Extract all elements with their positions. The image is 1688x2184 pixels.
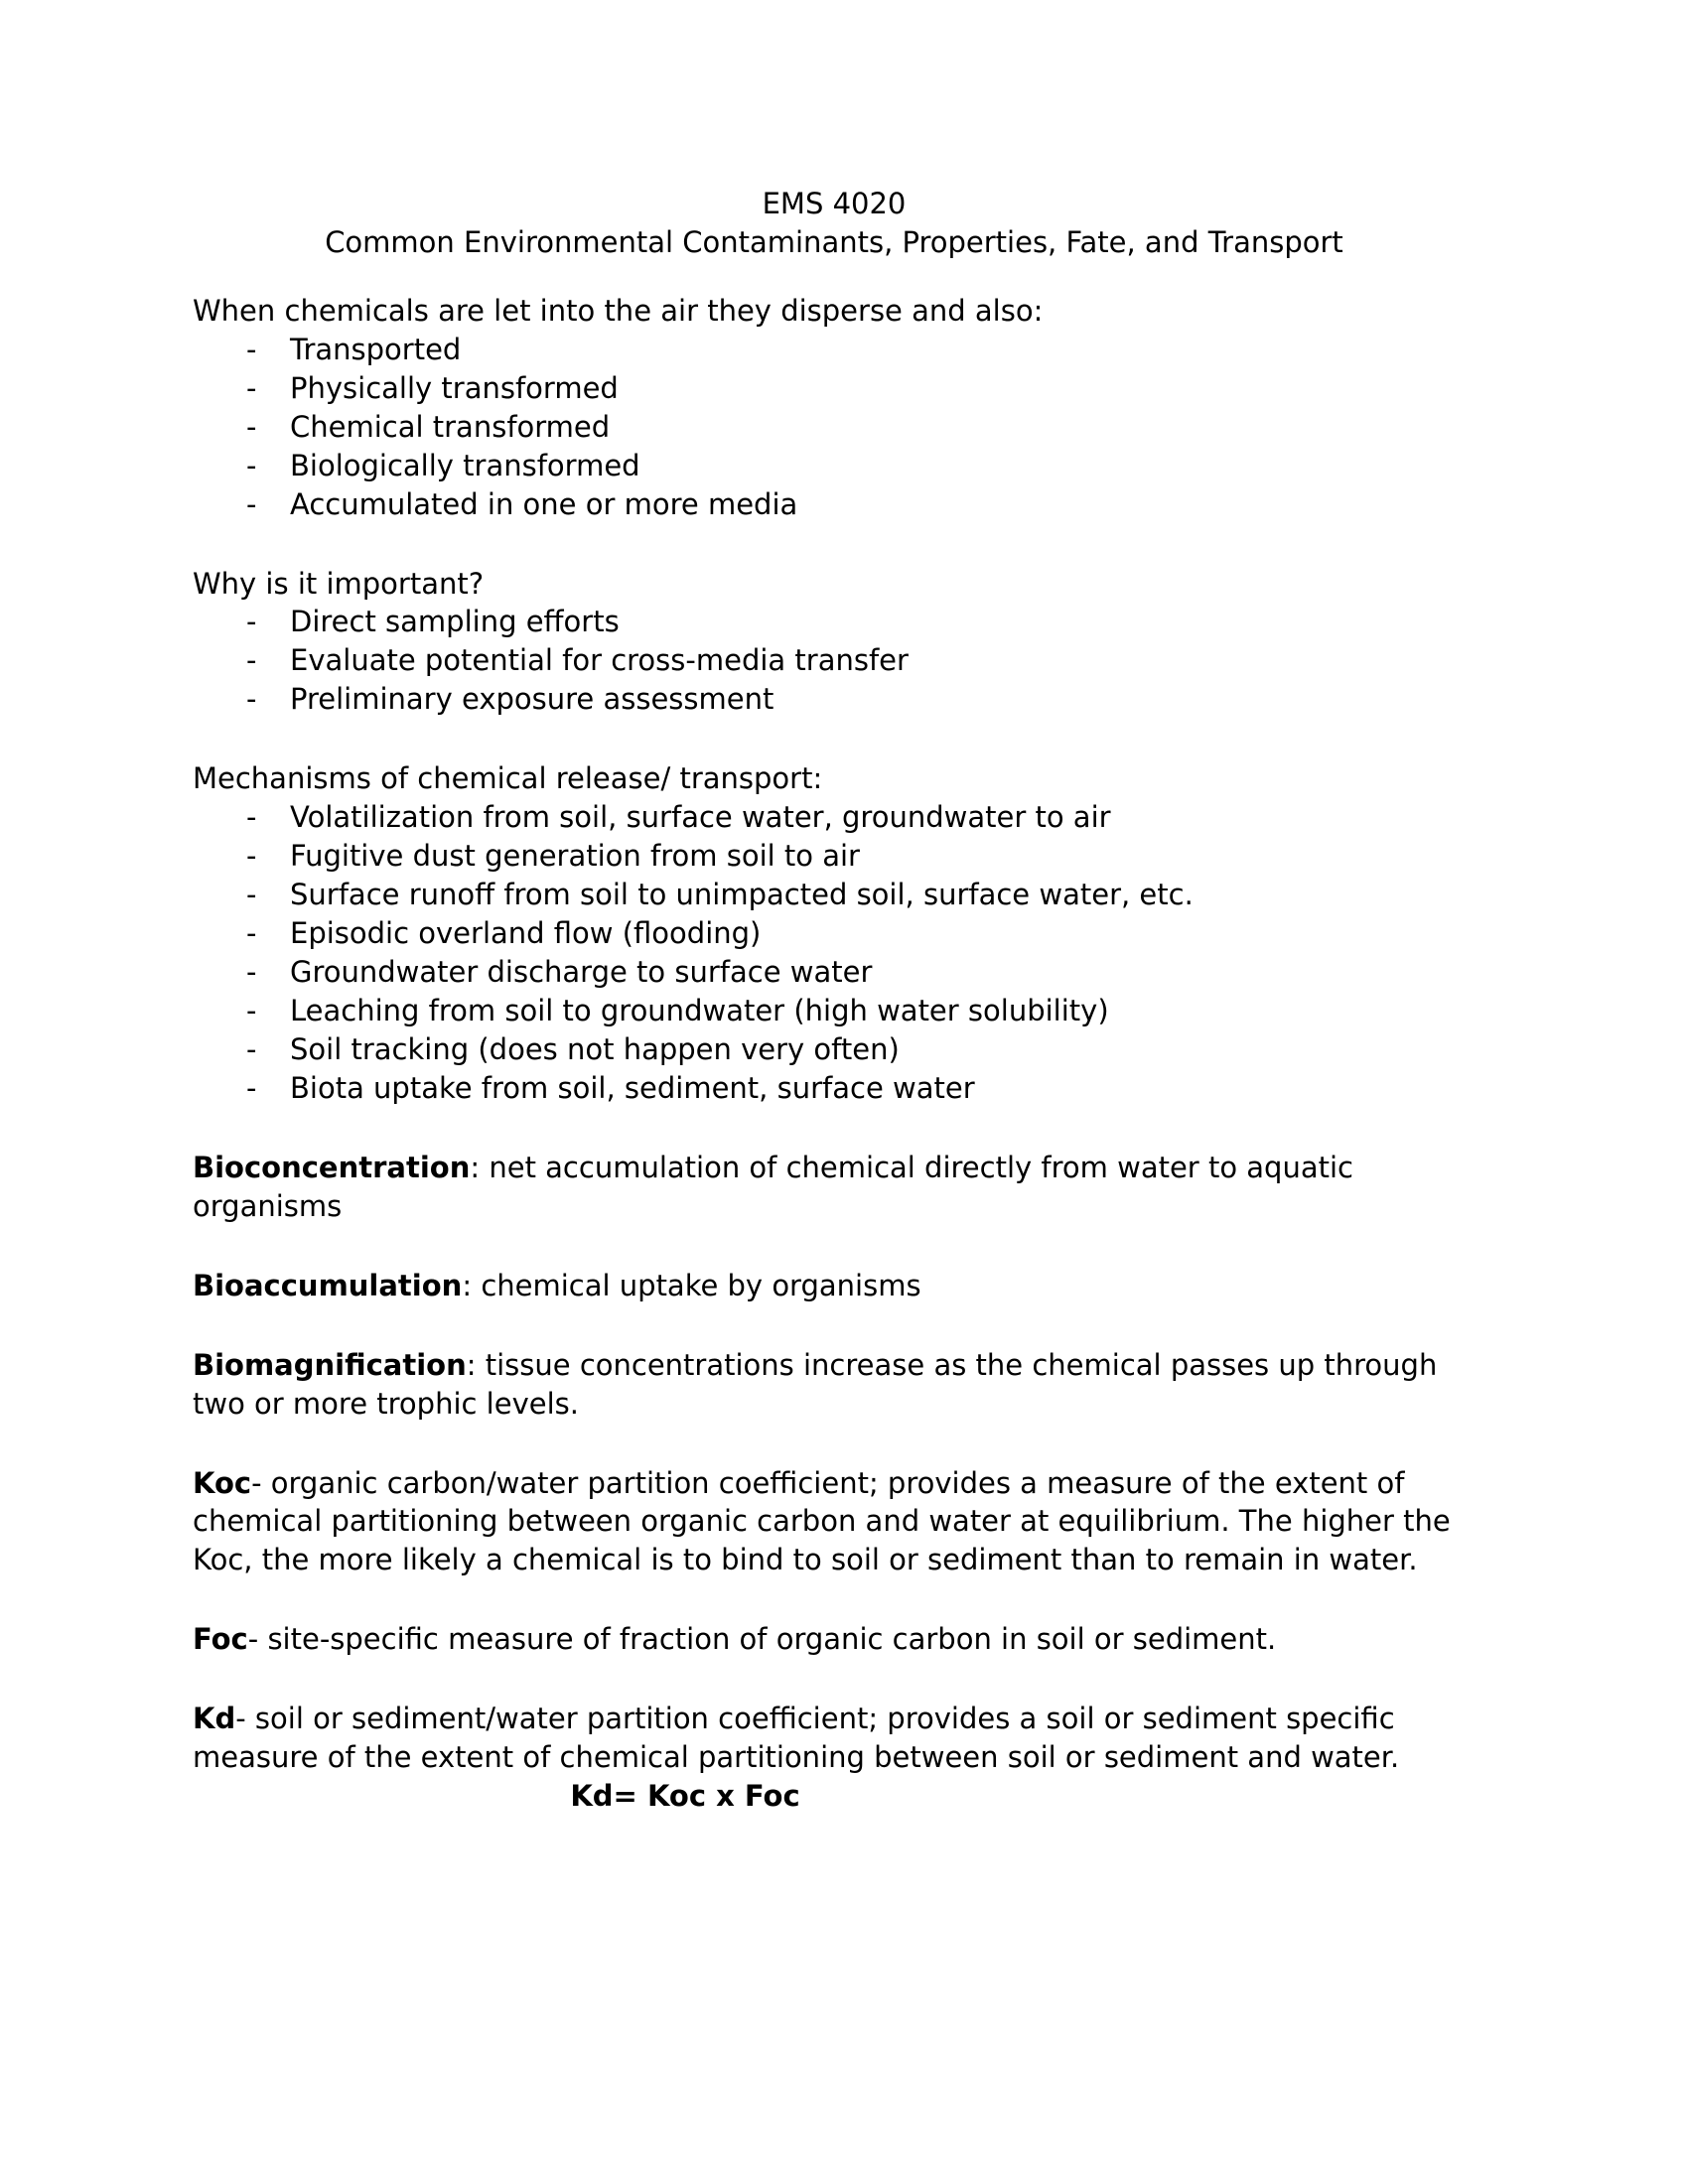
- list-item: [193, 331, 1476, 369]
- definition-body: chemical uptake by organisms: [481, 1269, 921, 1303]
- list-item: [193, 798, 1476, 837]
- dash-bullet-icon: -: [246, 643, 257, 678]
- definition-term: Koc: [193, 1465, 252, 1500]
- list-item: [193, 447, 1476, 485]
- list-item-label: Preliminary exposure assessment: [290, 682, 774, 717]
- dash-bullet-icon: -: [246, 994, 257, 1028]
- list-item: [193, 837, 1476, 876]
- dash-bullet-icon: -: [246, 486, 257, 521]
- spacer: [193, 262, 1476, 292]
- definition-separator: :: [470, 1151, 490, 1185]
- definition-foc: [193, 1620, 1470, 1659]
- definition-separator: :: [462, 1269, 482, 1303]
- dash-bullet-icon: -: [246, 370, 257, 405]
- spacer: [193, 524, 1476, 565]
- list-item-label: Fugitive dust generation from soil to air: [290, 839, 860, 874]
- list-importance: [193, 603, 1476, 719]
- list-item-label: Transported: [290, 332, 462, 366]
- dash-bullet-icon: -: [246, 605, 257, 639]
- list-item-label: Evaluate potential for cross-media transfer: [290, 643, 909, 678]
- dash-bullet-icon: -: [246, 1032, 257, 1067]
- course-code: EMS 4020: [762, 187, 907, 220]
- list-item: [193, 641, 1476, 680]
- list-item-label: Physically transformed: [290, 370, 619, 405]
- section-heading-air-dispersion: When chemicals are let into the air they disperse and also:: [193, 293, 1044, 328]
- definition-body: organic carbon/water partition coefficient; provides a measure of the extent of chemical partitioning between organic carbon and water at equilibrium. The higher the Koc, the more likely a chemical is to bind to soil or sediment than to remain in water.: [193, 1465, 1451, 1577]
- dash-bullet-icon: -: [246, 878, 257, 912]
- list-item: [193, 876, 1476, 914]
- document-title-block: [193, 185, 1476, 262]
- document-content: [193, 185, 1476, 1816]
- definition-separator: -: [247, 1622, 268, 1657]
- definition-bioaccumulation: [193, 1267, 1470, 1305]
- list-item-label: Biologically transformed: [290, 448, 640, 482]
- dash-bullet-icon: -: [246, 682, 257, 717]
- list-item: [193, 408, 1476, 447]
- definition-biomagnification: [193, 1346, 1470, 1424]
- dash-bullet-icon: -: [246, 332, 257, 366]
- list-item-label: Biota uptake from soil, sediment, surface water: [290, 1071, 975, 1106]
- spacer: [193, 1579, 1476, 1620]
- dash-bullet-icon: -: [246, 916, 257, 951]
- definition-koc: [193, 1464, 1470, 1580]
- list-item: [193, 680, 1476, 719]
- definition-term: Kd: [193, 1702, 236, 1736]
- list-item: [193, 914, 1476, 953]
- dash-bullet-icon: -: [246, 448, 257, 482]
- list-item-label: Volatilization from soil, surface water, groundwater to air: [290, 800, 1111, 835]
- list-item: [193, 1069, 1476, 1108]
- dash-bullet-icon: -: [246, 1071, 257, 1106]
- list-item: [193, 992, 1476, 1030]
- definition-term: Bioaccumulation: [193, 1269, 463, 1303]
- section-heading-importance: Why is it important?: [193, 566, 485, 601]
- list-item-label: Direct sampling efforts: [290, 605, 620, 639]
- list-item: [193, 485, 1476, 524]
- definition-body: soil or sediment/water partition coefficient; provides a soil or sediment specific measure of the extent of chemical partitioning between soil or sediment and water.: [193, 1702, 1400, 1774]
- definition-term: Foc: [193, 1622, 248, 1657]
- definition-separator: -: [251, 1465, 271, 1500]
- list-item-label: Chemical transformed: [290, 409, 611, 444]
- dash-bullet-icon: -: [246, 409, 257, 444]
- list-item: [193, 953, 1476, 992]
- definition-separator: -: [235, 1702, 255, 1736]
- section-heading-mechanisms: Mechanisms of chemical release/ transport:: [193, 761, 823, 796]
- spacer: [193, 1108, 1476, 1149]
- spacer: [193, 1424, 1476, 1464]
- list-item: [193, 369, 1476, 408]
- dash-bullet-icon: -: [246, 839, 257, 874]
- list-item-label: Leaching from soil to groundwater (high water solubility): [290, 994, 1109, 1028]
- definition-separator: :: [466, 1347, 486, 1382]
- dash-bullet-icon: -: [246, 800, 257, 835]
- definition-bioconcentration: [193, 1149, 1470, 1226]
- definition-body: net accumulation of chemical directly from water to aquatic organisms: [193, 1151, 1353, 1224]
- list-item-label: Soil tracking (does not happen very often): [290, 1032, 900, 1067]
- list-mechanisms: [193, 798, 1476, 1108]
- spacer: [193, 1226, 1476, 1267]
- dash-bullet-icon: -: [246, 955, 257, 990]
- list-item: [193, 603, 1476, 641]
- list-item-label: Accumulated in one or more media: [290, 486, 798, 521]
- definition-body: site-specific measure of fraction of organic carbon in soil or sediment.: [267, 1622, 1277, 1657]
- list-item-label: Surface runoff from soil to unimpacted soil, surface water, etc.: [290, 878, 1194, 912]
- spacer: [193, 1659, 1476, 1700]
- definition-term: Bioconcentration: [193, 1151, 471, 1185]
- page-title: Common Environmental Contaminants, Properties, Fate, and Transport: [325, 224, 1343, 259]
- list-item-label: Groundwater discharge to surface water: [290, 955, 873, 990]
- list-item: [193, 1030, 1476, 1069]
- formula-kd: Kd= Koc x Foc: [570, 1778, 800, 1813]
- list-item-label: Episodic overland flow (flooding): [290, 916, 762, 951]
- spacer: [193, 1305, 1476, 1346]
- definition-kd: [193, 1700, 1470, 1777]
- list-air-dispersion: [193, 331, 1476, 524]
- definition-term: Biomagnification: [193, 1347, 467, 1382]
- definition-body: tissue concentrations increase as the chemical passes up through two or more trophic levels.: [193, 1347, 1438, 1421]
- spacer: [193, 719, 1476, 759]
